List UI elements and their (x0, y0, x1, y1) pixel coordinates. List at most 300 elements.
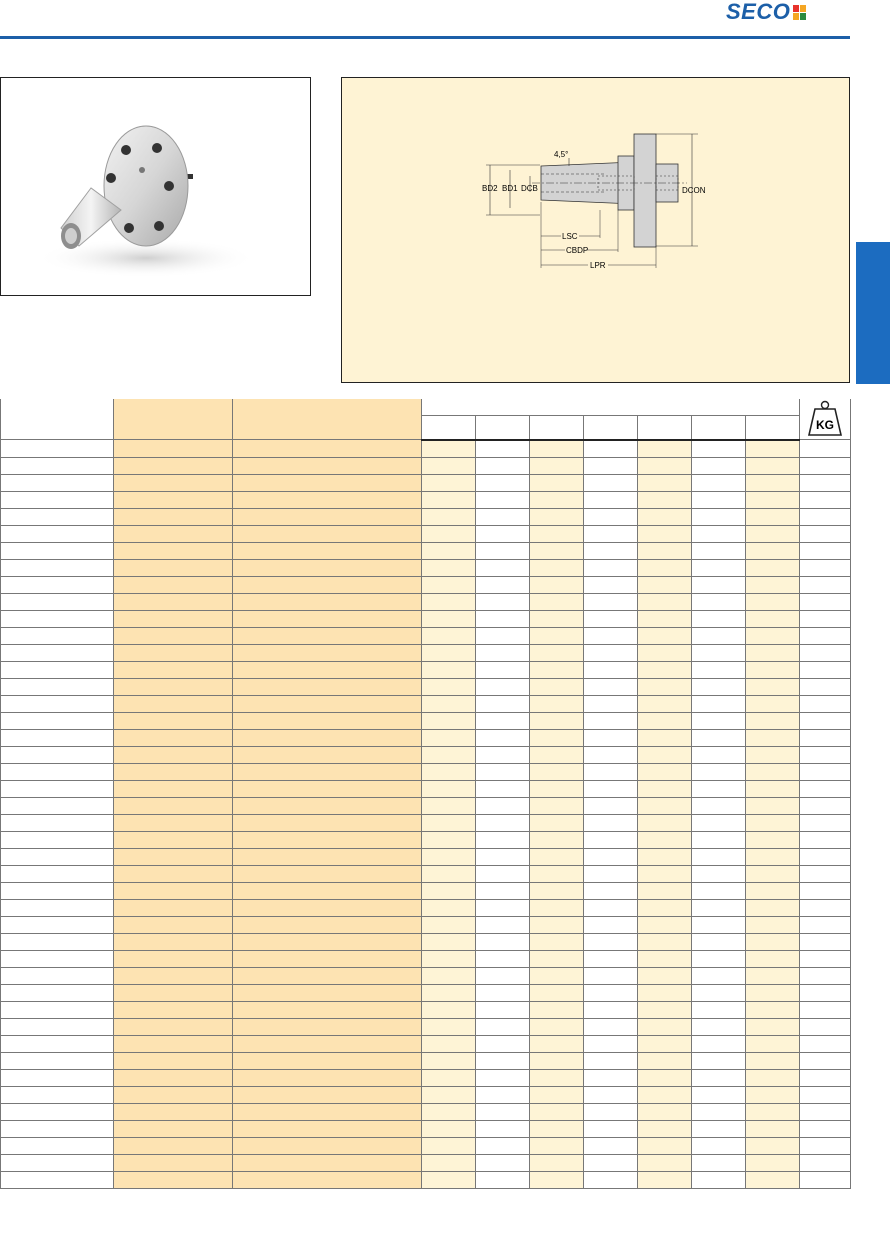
table-cell (638, 763, 692, 780)
table-cell (584, 1154, 638, 1171)
table-cell (114, 933, 233, 950)
table-cell (476, 950, 530, 967)
table-cell (1, 440, 114, 458)
table-cell (422, 865, 476, 882)
table-cell (476, 729, 530, 746)
table-cell (1, 797, 114, 814)
table-cell (746, 916, 800, 933)
table-cell (692, 644, 746, 661)
table-cell (1, 525, 114, 542)
table-cell (638, 1086, 692, 1103)
table-cell (114, 1171, 233, 1188)
table-cell (692, 933, 746, 950)
table-cell (422, 1154, 476, 1171)
table-cell (1, 865, 114, 882)
table-cell (114, 848, 233, 865)
table-cell (746, 559, 800, 576)
header-weight-cell (800, 399, 851, 440)
table-cell (1, 1035, 114, 1052)
table-cell (1, 1103, 114, 1120)
table-cell (422, 508, 476, 525)
logo-text: SECO (726, 0, 791, 24)
table-cell (746, 967, 800, 984)
table-cell (530, 474, 584, 491)
table-cell (530, 1001, 584, 1018)
table-cell (476, 1001, 530, 1018)
table-cell (692, 967, 746, 984)
table-cell (1, 1154, 114, 1171)
table-cell (530, 814, 584, 831)
table-cell (746, 610, 800, 627)
table-cell (530, 797, 584, 814)
table-cell (476, 474, 530, 491)
table-cell (584, 882, 638, 899)
table-cell (638, 950, 692, 967)
table-cell (530, 440, 584, 458)
table-cell (584, 661, 638, 678)
table-row (1, 457, 851, 474)
table-cell (638, 627, 692, 644)
table-cell (638, 457, 692, 474)
table-cell (233, 899, 422, 916)
table-cell (584, 916, 638, 933)
table-cell (746, 1001, 800, 1018)
table-cell (584, 542, 638, 559)
table-cell (692, 848, 746, 865)
table-cell (800, 763, 851, 780)
table-cell (746, 712, 800, 729)
table-cell (638, 1120, 692, 1137)
header-dimensions-group (422, 399, 800, 416)
table-cell (114, 1035, 233, 1052)
table-cell (746, 491, 800, 508)
table-cell (422, 746, 476, 763)
table-row (1, 1018, 851, 1035)
table-cell (233, 508, 422, 525)
table-cell (476, 525, 530, 542)
table-cell (800, 457, 851, 474)
table-cell (476, 984, 530, 1001)
table-cell (692, 474, 746, 491)
table-cell (584, 1120, 638, 1137)
table-cell (584, 814, 638, 831)
table-cell (638, 984, 692, 1001)
table-cell (476, 661, 530, 678)
table-cell (114, 763, 233, 780)
table-cell (114, 1001, 233, 1018)
table-cell (233, 984, 422, 1001)
table-cell (530, 831, 584, 848)
table-cell (584, 1018, 638, 1035)
table-cell (584, 763, 638, 780)
table-cell (800, 695, 851, 712)
table-cell (692, 1018, 746, 1035)
table-cell (1, 678, 114, 695)
table-cell (114, 644, 233, 661)
table-cell (692, 1137, 746, 1154)
table-cell (800, 1052, 851, 1069)
table-cell (233, 1086, 422, 1103)
table-cell (233, 1035, 422, 1052)
table-cell (476, 933, 530, 950)
table-row (1, 967, 851, 984)
table-cell (530, 695, 584, 712)
table-row (1, 678, 851, 695)
table-cell (692, 984, 746, 1001)
table-cell (530, 1018, 584, 1035)
table-cell (476, 899, 530, 916)
table-cell (114, 831, 233, 848)
table-cell (1, 508, 114, 525)
table-cell (584, 1103, 638, 1120)
table-cell (638, 1069, 692, 1086)
table-cell (530, 457, 584, 474)
table-cell (800, 916, 851, 933)
table-cell (530, 984, 584, 1001)
table-cell (422, 1120, 476, 1137)
table-cell (746, 644, 800, 661)
table-cell (746, 1103, 800, 1120)
table-cell (233, 746, 422, 763)
table-cell (530, 508, 584, 525)
table-cell (530, 1035, 584, 1052)
table-cell (638, 695, 692, 712)
table-row (1, 542, 851, 559)
table-cell (692, 899, 746, 916)
table-cell (476, 1018, 530, 1035)
table-cell (746, 508, 800, 525)
table-cell (638, 491, 692, 508)
table-cell (422, 1035, 476, 1052)
table-cell (800, 1120, 851, 1137)
table-cell (476, 678, 530, 695)
table-cell (800, 899, 851, 916)
table-cell (692, 712, 746, 729)
table-row (1, 950, 851, 967)
table-cell (476, 627, 530, 644)
table-cell (692, 1069, 746, 1086)
table-row (1, 848, 851, 865)
table-cell (584, 746, 638, 763)
table-cell (638, 661, 692, 678)
table-cell (746, 695, 800, 712)
table-cell (476, 576, 530, 593)
table-cell (638, 678, 692, 695)
table-cell (638, 882, 692, 899)
table-cell (584, 695, 638, 712)
table-row (1, 644, 851, 661)
table-cell (638, 1154, 692, 1171)
table-cell (1, 610, 114, 627)
table-cell (530, 916, 584, 933)
table-cell (233, 1052, 422, 1069)
table-cell (800, 865, 851, 882)
table-cell (114, 695, 233, 712)
table-cell (530, 678, 584, 695)
table-cell (638, 508, 692, 525)
table-cell (476, 610, 530, 627)
table-cell (1, 1120, 114, 1137)
table-cell (638, 1035, 692, 1052)
table-cell (800, 1035, 851, 1052)
table-row (1, 1001, 851, 1018)
label-lsc: LSC (562, 232, 578, 241)
table-cell (638, 1103, 692, 1120)
dimension-diagram (342, 78, 849, 382)
table-cell (114, 746, 233, 763)
table-cell (476, 780, 530, 797)
table-cell (692, 1120, 746, 1137)
table-cell (692, 1086, 746, 1103)
table-cell (530, 899, 584, 916)
table-cell (233, 814, 422, 831)
table-cell (233, 1018, 422, 1035)
table-cell (476, 831, 530, 848)
table-cell (584, 1137, 638, 1154)
table-cell (114, 950, 233, 967)
table-cell (233, 474, 422, 491)
table-cell (530, 780, 584, 797)
table-cell (800, 1086, 851, 1103)
table-cell (1, 780, 114, 797)
table-cell (638, 729, 692, 746)
table-cell (746, 525, 800, 542)
table-cell (692, 593, 746, 610)
table-row (1, 1069, 851, 1086)
table-cell (233, 644, 422, 661)
header-cell (692, 416, 746, 440)
table-row (1, 814, 851, 831)
table-cell (800, 627, 851, 644)
table-cell (1, 593, 114, 610)
table-cell (114, 508, 233, 525)
table-cell (1, 1137, 114, 1154)
table-cell (1, 882, 114, 899)
table-cell (692, 1035, 746, 1052)
table-cell (422, 576, 476, 593)
table-cell (746, 797, 800, 814)
table-cell (422, 457, 476, 474)
table-cell (584, 627, 638, 644)
table-cell (584, 440, 638, 458)
table-row (1, 661, 851, 678)
table-cell (422, 593, 476, 610)
table-cell (1, 627, 114, 644)
header-cell (638, 416, 692, 440)
table-cell (1, 1069, 114, 1086)
table-row (1, 627, 851, 644)
table-cell (1, 1052, 114, 1069)
table-cell (638, 814, 692, 831)
table-cell (530, 593, 584, 610)
table-cell (1, 1001, 114, 1018)
table-cell (638, 1171, 692, 1188)
table-cell (476, 593, 530, 610)
table-cell (233, 967, 422, 984)
table-cell (114, 678, 233, 695)
table-cell (584, 933, 638, 950)
table-cell (584, 678, 638, 695)
table-cell (1, 763, 114, 780)
weight-kg-icon (807, 399, 843, 437)
table-cell (584, 610, 638, 627)
table-cell (1, 712, 114, 729)
table-cell (476, 695, 530, 712)
table-cell (476, 1069, 530, 1086)
table-cell (530, 865, 584, 882)
table-cell (800, 967, 851, 984)
table-cell (476, 1120, 530, 1137)
table-cell (422, 695, 476, 712)
label-dcb: DCB (521, 184, 538, 193)
table-cell (233, 457, 422, 474)
table-cell (584, 576, 638, 593)
table-cell (1, 644, 114, 661)
side-section-tab (856, 242, 890, 384)
table-cell (530, 933, 584, 950)
table-row (1, 491, 851, 508)
table-cell (233, 1001, 422, 1018)
table-cell (800, 576, 851, 593)
table-cell (422, 899, 476, 916)
table-cell (530, 1103, 584, 1120)
table-cell (114, 661, 233, 678)
table-row (1, 508, 851, 525)
table-cell (1, 1086, 114, 1103)
table-cell (233, 848, 422, 865)
table-cell (233, 627, 422, 644)
table-cell (114, 967, 233, 984)
table-cell (114, 559, 233, 576)
table-row (1, 1103, 851, 1120)
table-cell (584, 593, 638, 610)
table-cell (422, 440, 476, 458)
table-cell (530, 542, 584, 559)
table-cell (692, 831, 746, 848)
table-cell (233, 593, 422, 610)
table-cell (692, 865, 746, 882)
seco-logo (726, 0, 805, 24)
table-cell (692, 627, 746, 644)
dimension-diagram-panel (341, 77, 850, 383)
table-cell (476, 882, 530, 899)
table-cell (476, 1171, 530, 1188)
table-cell (422, 882, 476, 899)
table-cell (114, 474, 233, 491)
table-cell (1, 950, 114, 967)
table-cell (476, 440, 530, 458)
table-cell (800, 950, 851, 967)
table-cell (530, 1120, 584, 1137)
table-cell (638, 576, 692, 593)
table-cell (233, 763, 422, 780)
product-table (0, 399, 851, 1189)
table-cell (800, 508, 851, 525)
table-cell (422, 559, 476, 576)
table-cell (422, 780, 476, 797)
table-cell (746, 831, 800, 848)
table-cell (638, 440, 692, 458)
table-cell (233, 440, 422, 458)
table-row (1, 916, 851, 933)
table-cell (476, 797, 530, 814)
table-cell (233, 491, 422, 508)
table-cell (530, 491, 584, 508)
table-cell (476, 491, 530, 508)
table-cell (476, 967, 530, 984)
table-row (1, 695, 851, 712)
table-cell (530, 882, 584, 899)
table-cell (800, 644, 851, 661)
table-cell (584, 508, 638, 525)
table-cell (422, 1171, 476, 1188)
table-cell (692, 440, 746, 458)
table-cell (800, 474, 851, 491)
table-cell (692, 763, 746, 780)
table-cell (692, 1154, 746, 1171)
table-cell (530, 746, 584, 763)
table-cell (638, 848, 692, 865)
table-cell (746, 1069, 800, 1086)
table-row (1, 610, 851, 627)
table-header-row (1, 399, 851, 416)
table-cell (638, 1018, 692, 1035)
table-cell (692, 525, 746, 542)
table-cell (746, 1018, 800, 1035)
table-cell (800, 440, 851, 458)
table-cell (233, 542, 422, 559)
table-cell (800, 525, 851, 542)
table-cell (692, 950, 746, 967)
table-cell (638, 746, 692, 763)
logo-squares-icon (793, 5, 805, 19)
table-cell (476, 916, 530, 933)
table-cell (638, 780, 692, 797)
table-cell (114, 1069, 233, 1086)
table-cell (692, 746, 746, 763)
table-cell (114, 542, 233, 559)
table-cell (638, 474, 692, 491)
table-cell (530, 967, 584, 984)
table-cell (692, 729, 746, 746)
table-cell (530, 712, 584, 729)
table-row (1, 1035, 851, 1052)
table-cell (530, 763, 584, 780)
table-cell (692, 508, 746, 525)
table-cell (800, 882, 851, 899)
table-cell (530, 848, 584, 865)
label-angle: 4,5° (554, 150, 569, 159)
table-cell (530, 661, 584, 678)
table-cell (1, 491, 114, 508)
table-cell (233, 678, 422, 695)
table-cell (476, 746, 530, 763)
table-cell (638, 610, 692, 627)
table-cell (800, 984, 851, 1001)
header-cell (584, 416, 638, 440)
table-cell (1, 848, 114, 865)
table-cell (530, 627, 584, 644)
table-cell (233, 882, 422, 899)
table-cell (422, 474, 476, 491)
table-cell (114, 1120, 233, 1137)
table-cell (1, 916, 114, 933)
table-cell (530, 1154, 584, 1171)
table-cell (800, 797, 851, 814)
table-cell (692, 661, 746, 678)
table-cell (114, 457, 233, 474)
label-bd1: BD1 (502, 184, 518, 193)
